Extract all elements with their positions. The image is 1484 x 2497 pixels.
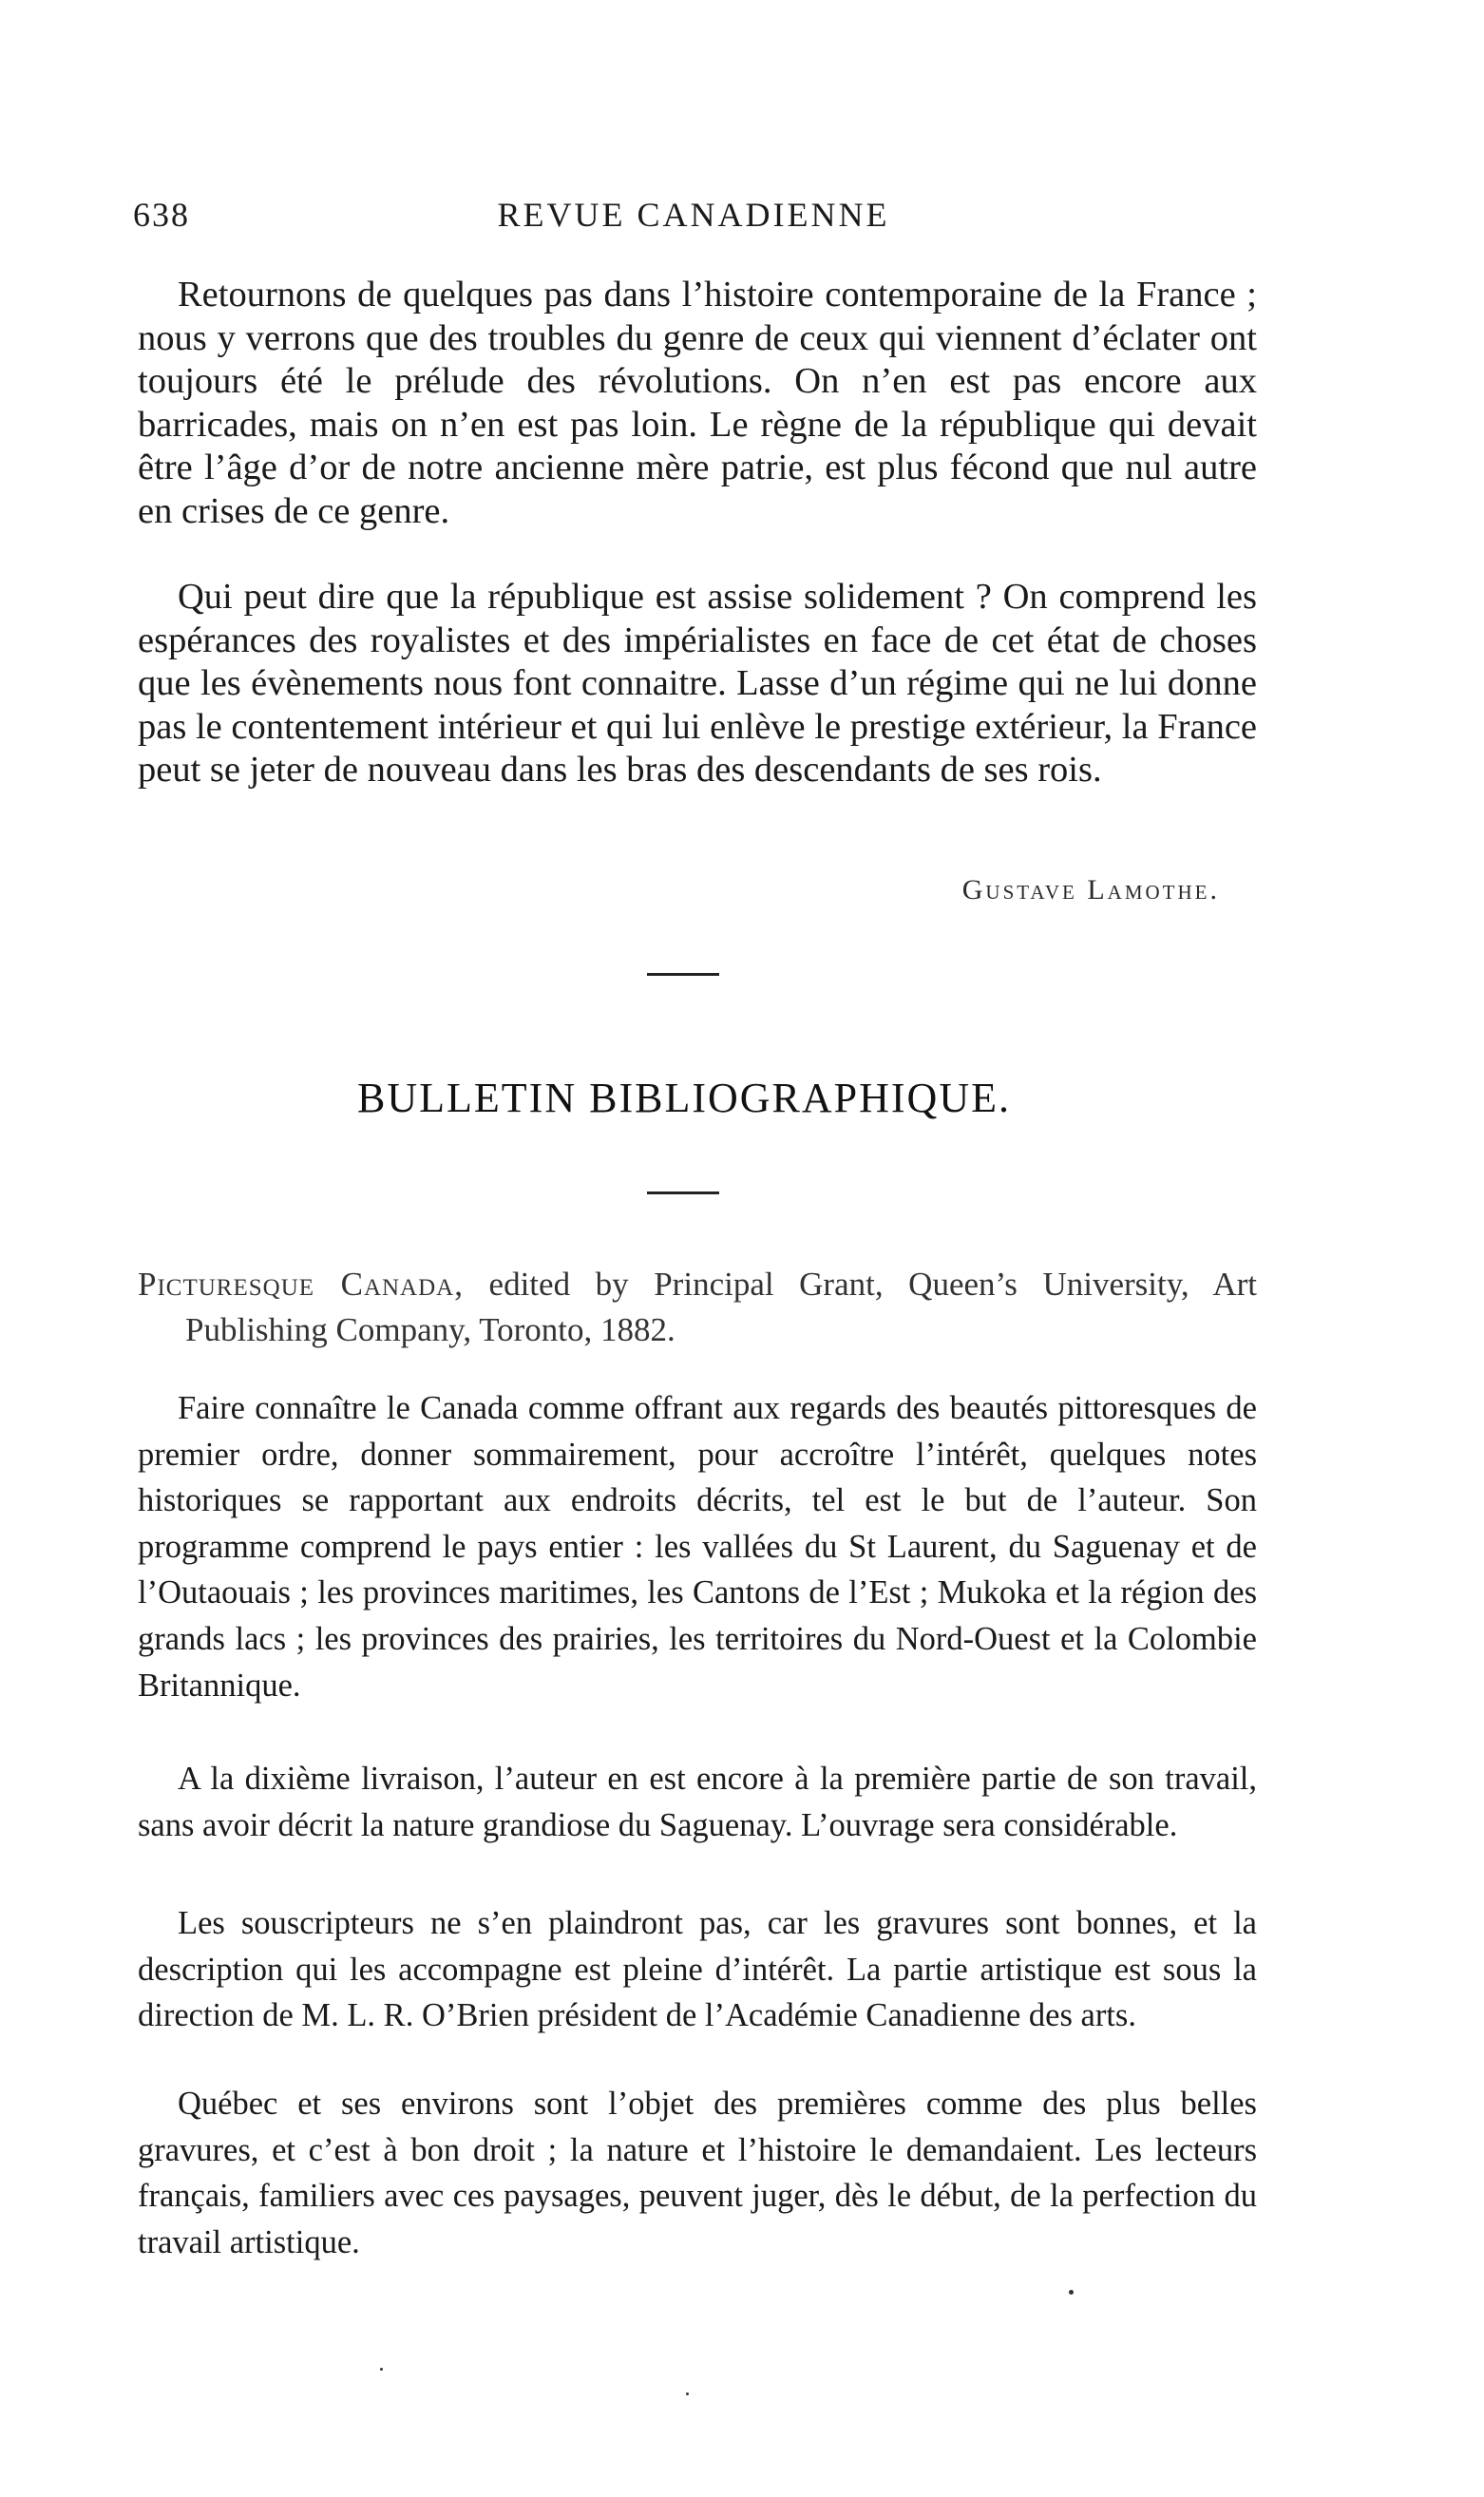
section-title: BULLETIN BIBLIOGRAPHIQUE. — [357, 1075, 1011, 1121]
section-divider-top — [647, 973, 719, 976]
author-signature: Gustave Lamothe. — [961, 874, 1220, 905]
book-title: Picturesque Canada, — [138, 1266, 464, 1303]
section-divider-bottom — [647, 1191, 719, 1194]
article-paragraph-1: Retournons de quelques pas dans l’histoire contemporaine de la France ; nous y verrons que des troubles du genre de ceux qui viennent d’éclater ont toujours été le prélude des révolutions. On n’en est pas encore aux barricades, mais on n’en est pas loin. Le règne de la république qui devait être l’âge d’or de notre ancienne mère patrie, est plus fécond que nul autre en crises de ce genre. — [138, 275, 1257, 531]
article-paragraph-2: Qui peut dire que la république est assise solidement ? On comprend les espérances des royalistes et des impérialistes en face de cet état de choses que les évènements nous font connaitre. Lasse d’un régime qui ne lui donne pas le contentement intérieur et qui lui enlève le prestige extérieur, la France peut se jeter de nouveau dans les bras des descendants de ses rois. — [138, 577, 1257, 791]
print-speck — [1069, 2290, 1074, 2295]
running-title: REVUE CANADIENNE — [497, 196, 890, 234]
book-citation — [138, 1262, 1257, 1353]
review-paragraph-4: Québec et ses environs sont l’objet des premières comme des plus belles gravures, et c’est à bon droit ; la nature et l’histoire le demandaient. Les lecteurs français, familiers avec ces paysages, peuvent juger, dès le début, de la perfection du travail artistique. — [138, 2086, 1257, 2260]
review-paragraph-2: A la dixième livraison, l’auteur en est encore à la première partie de son travail, sans avoir décrit la nature grandiose du Saguenay. L’ouvrage sera considérable. — [138, 1761, 1257, 1843]
print-speck — [380, 2368, 383, 2371]
page-header — [133, 195, 1254, 242]
book-publication-details: edited by Principal Grant, Queen’s University, Art Publishing Company, Toronto, 1882. — [185, 1266, 1257, 1348]
print-speck — [686, 2392, 689, 2395]
review-paragraph-1: Faire connaître le Canada comme offrant aux regards des beautés pittoresques de premier ordre, donner sommairement, pour accroître l’intérêt, quelques notes historiques se rapportant aux endroits décrits, tel est le but de l’auteur. Son programme comprend le pays entier : les vallées du St Laurent, du Saguenay et de l’Outaouais ; les provinces maritimes, les Cantons de l’Est ; Mukoka et la région des grands lacs ; les provinces des prairies, les territoires du Nord-Ouest et la Colombie Britannique. — [138, 1390, 1257, 1704]
page-number: 638 — [133, 196, 190, 234]
review-paragraph-3: Les souscripteurs ne s’en plaindront pas, car les gravures sont bonnes, et la description qui les accompagne est pleine d’intérêt. La partie artistique est sous la direction de M. L. R. O’Brien président de l’Académie Canadienne des arts. — [138, 1905, 1257, 2034]
